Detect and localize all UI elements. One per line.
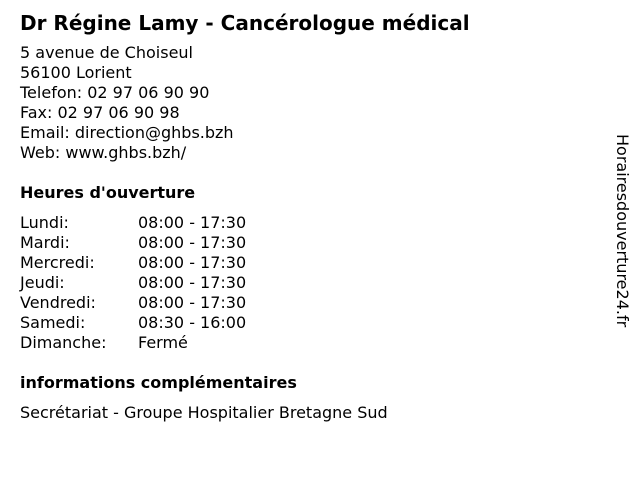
hours-time: 08:30 - 16:00 bbox=[138, 313, 247, 332]
address-line-city: 56100 Lorient bbox=[20, 63, 132, 82]
page-title: Dr Régine Lamy - Cancérologue médical bbox=[20, 11, 470, 35]
hours-row-wednesday bbox=[20, 253, 246, 273]
opening-hours-table bbox=[20, 213, 246, 353]
hours-row-thursday bbox=[20, 273, 246, 293]
additional-info-text: Secrétariat - Groupe Hospitalier Bretagne Sud bbox=[20, 403, 388, 422]
hours-row-tuesday bbox=[20, 233, 246, 253]
hours-time: 08:00 - 17:30 bbox=[138, 253, 247, 272]
opening-hours-heading: Heures d'ouverture bbox=[20, 183, 196, 202]
hours-time: 08:00 - 17:30 bbox=[138, 273, 247, 292]
web-line: Web: www.ghbs.bzh/ bbox=[20, 143, 187, 162]
hours-row-sunday bbox=[20, 333, 246, 353]
contact-block bbox=[20, 43, 234, 163]
hours-time: 08:00 - 17:30 bbox=[138, 233, 247, 252]
phone-line: Telefon: 02 97 06 90 90 bbox=[20, 83, 210, 102]
hours-day: Jeudi: bbox=[20, 273, 65, 292]
email-line: Email: direction@ghbs.bzh bbox=[20, 123, 234, 142]
hours-time: Fermé bbox=[138, 333, 188, 352]
additional-info-heading: informations complémentaires bbox=[20, 373, 297, 392]
hours-row-friday bbox=[20, 293, 246, 313]
hours-time: 08:00 - 17:30 bbox=[138, 293, 247, 312]
hours-time: 08:00 - 17:30 bbox=[138, 213, 247, 232]
hours-day: Mercredi: bbox=[20, 253, 95, 272]
site-watermark: Horairesdouverture24.fr bbox=[613, 134, 632, 328]
hours-row-saturday bbox=[20, 313, 246, 333]
hours-day: Lundi: bbox=[20, 213, 69, 232]
hours-day: Samedi: bbox=[20, 313, 86, 332]
hours-day: Mardi: bbox=[20, 233, 70, 252]
hours-day: Vendredi: bbox=[20, 293, 96, 312]
hours-row-monday bbox=[20, 213, 246, 233]
address-line-street: 5 avenue de Choiseul bbox=[20, 43, 193, 62]
fax-line: Fax: 02 97 06 90 98 bbox=[20, 103, 180, 122]
hours-day: Dimanche: bbox=[20, 333, 107, 352]
